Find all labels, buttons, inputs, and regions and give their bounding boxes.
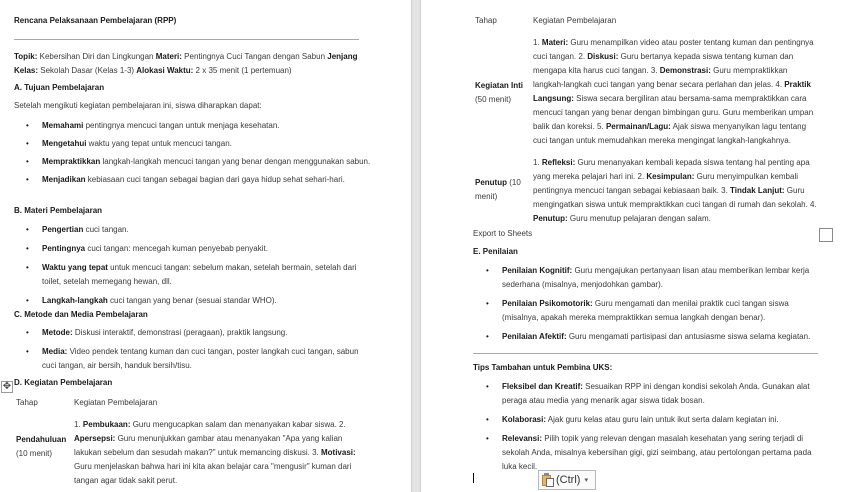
- document-page-1: [0, 0, 411, 492]
- move-handle-icon[interactable]: ✥: [2, 381, 12, 392]
- list-item: • Kolaborasi: Ajak guru kelas atau guru lain untuk ikut serta dalam kegiatan ini.: [486, 413, 826, 427]
- list-item: • Fleksibel dan Kreatif: Sesuaikan RPP ini dengan kondisi sekolah Anda. Gunakan alat peraga atau media yang menarik agar siswa tidak bosan.: [486, 380, 826, 408]
- list-item: • Penilaian Kognitif: Guru mengajukan pertanyaan lisan atau memberikan lembar kerja sederhana (misalnya, menjodohkan gambar).: [486, 264, 826, 292]
- list-item: • Metode: Diskusi interaktif, demonstrasi (peragaan), praktik langsung.: [26, 326, 371, 340]
- section-a-heading: A. Tujuan Pembelajaran: [14, 83, 105, 92]
- list-item: • Pentingnya cuci tangan: mencegah kuman penyebab penyakit.: [26, 242, 371, 256]
- list-item: • Mengetahui waktu yang tepat untuk mencuci tangan.: [26, 137, 371, 151]
- section-c-heading: C. Metode dan Media Pembelajaran: [14, 310, 148, 319]
- alokasi-value: 2 x 35 menit (1 pertemuan): [193, 66, 292, 75]
- paste-options-label: (Ctrl): [556, 474, 581, 486]
- list-item: • Penilaian Afektif: Guru mengamati partisipasi dan antusiasme siswa selama kegiatan.: [486, 330, 826, 344]
- jenjang-value: Sekolah Dasar (Kelas 1-3): [38, 66, 137, 75]
- list-item: • Media: Video pendek tentang kuman dan cuci tangan, poster langkah cuci tangan, sabun cuci tangan, air bersih, handuk bersih/tisu.: [26, 345, 371, 373]
- chevron-down-icon: ▾: [584, 477, 588, 484]
- topik-label: Topik:: [14, 52, 38, 61]
- list-item: • Pengertian cuci tangan.: [26, 223, 371, 237]
- tips-heading: Tips Tambahan untuk Pembina UKS:: [473, 363, 613, 372]
- table-header-tahap: Tahap: [16, 398, 38, 407]
- materi-label: Materi:: [155, 52, 182, 61]
- tips-list: [486, 380, 826, 474]
- section-a-list: [26, 119, 371, 187]
- table-cell-activity-penutup: 1. Refleksi: Guru menanyakan kembali kepada siswa tentang hal penting apa yang mereka pelajari hari ini. 2. Kesimpulan: Guru menyimpulkan kembali pentingnya mencuci tangan sebagai kebiasaan baik. 3. Tindak Lanjut: Guru mengingatkan siswa untuk mempraktikkan cuci tangan di rumah dan sekolah. 4. Penutup: Guru menutup pelajaran dengan salam.: [533, 158, 817, 223]
- topik-value: Kebersihan Diri dan Lingkungan: [37, 52, 156, 61]
- section-b-heading: B. Materi Pembelajaran: [14, 206, 103, 215]
- list-item: • Waktu yang tepat untuk mencuci tangan: sebelum makan, setelah bermain, setelah dari toilet, setelah memegang hewan, dll.: [26, 261, 371, 289]
- document-title: Rencana Pelaksanaan Pembelajaran (RPP): [14, 16, 177, 25]
- list-item: • Memahami pentingnya mencuci tangan untuk menjaga kesehatan.: [26, 119, 371, 133]
- section-a-intro: Setelah mengikuti kegiatan pembelajaran ini, siswa diharapkan dapat:: [14, 101, 262, 110]
- table-header-kegiatan-continued: Kegiatan Pembelajaran: [533, 16, 617, 25]
- materi-value: Pentingnya Cuci Tangan dengan Sabun: [181, 52, 328, 61]
- export-checkbox[interactable]: [819, 228, 833, 242]
- list-item: • Langkah-langkah cuci tangan yang benar (sesuai standar WHO).: [26, 294, 371, 308]
- list-item: • Mempraktikkan langkah-langkah mencuci tangan yang benar dengan menggunakan sabun.: [26, 155, 371, 169]
- table-header-tahap-continued: Tahap: [475, 16, 497, 25]
- clipboard-paste-icon: [542, 473, 554, 487]
- horizontal-rule: [14, 39, 359, 40]
- table-cell-activity-pendahuluan: 1. Pembukaan: Guru mengucapkan salam dan menanyakan kabar siswa. 2. Apersepsi: Guru menunjukkan gambar atau menanyakan "Apa yang kalian lakukan sebelum dan sesudah makan?" untuk memancing diskusi. 3. Motivasi: Guru menjelaskan bahwa hari ini kita akan belajar cara "mengusir" kuman dari tangan agar tidak sakit perut.: [74, 420, 356, 485]
- alokasi-label: Alokasi Waktu:: [136, 66, 194, 75]
- horizontal-rule: [473, 353, 818, 354]
- table-cell-activity-inti: 1. Materi: Guru menampilkan video atau poster tentang kuman dan pentingnya cuci tangan. 2. Diskusi: Guru bertanya kepada siswa tentang kuman dan mengapa kita harus cuci tangan. 3. Demonstrasi: Guru mempraktikkan langkah-langkah cuci tangan yang benar secara perlahan dan jelas. 4. Praktik Langsung: Siswa secara bergiliran atau bersama-sama mempraktikkan cara mencuci tangan yang benar dengan bimbingan guru. Guru memberikan umpan balik dan koreksi. 5. Permainan/Lagu: Ajak siswa menyanyikan lagu tentang cuci tangan untuk memudahkan mereka mengingat langkah-langkahnya.: [533, 38, 814, 145]
- table-cell-stage-pendahuluan: Pendahuluan (10 menit): [16, 435, 67, 458]
- page-separator: [411, 0, 421, 492]
- list-item: • Menjadikan kebiasaan cuci tangan sebagai bagian dari gaya hidup sehat sehari-hari.: [26, 173, 371, 187]
- paste-options-button[interactable]: [538, 470, 596, 490]
- table-cell-stage-penutup: Penutup (10 menit): [475, 178, 521, 201]
- section-d-heading: D. Kegiatan Pembelajaran: [14, 378, 113, 387]
- table-cell-stage-inti: Kegiatan Inti (50 menit): [475, 81, 524, 104]
- text-cursor: [473, 473, 474, 483]
- section-e-list: [486, 264, 826, 344]
- section-c-list: [26, 326, 371, 373]
- section-b-list: [26, 223, 371, 308]
- list-item: • Penilaian Psikomotorik: Guru mengamati dan menilai praktik cuci tangan siswa (misalnya, apakah mereka mempraktikkan semua langkah dengan benar).: [486, 297, 826, 325]
- jenjang-label: Jenjang Kelas:: [14, 52, 358, 75]
- export-to-sheets-link[interactable]: Export to Sheets: [473, 229, 533, 238]
- table-header-kegiatan: Kegiatan Pembelajaran: [74, 398, 158, 407]
- list-item: • Relevansi: Pilih topik yang relevan dengan masalah kesehatan yang sering terjadi di sekolah Anda, misalnya kebersihan gigi, gizi seimbang, atau pertolongan pertama pada luka kecil.: [486, 432, 826, 474]
- document-meta: [14, 50, 364, 78]
- section-e-heading: E. Penilaian: [473, 247, 518, 256]
